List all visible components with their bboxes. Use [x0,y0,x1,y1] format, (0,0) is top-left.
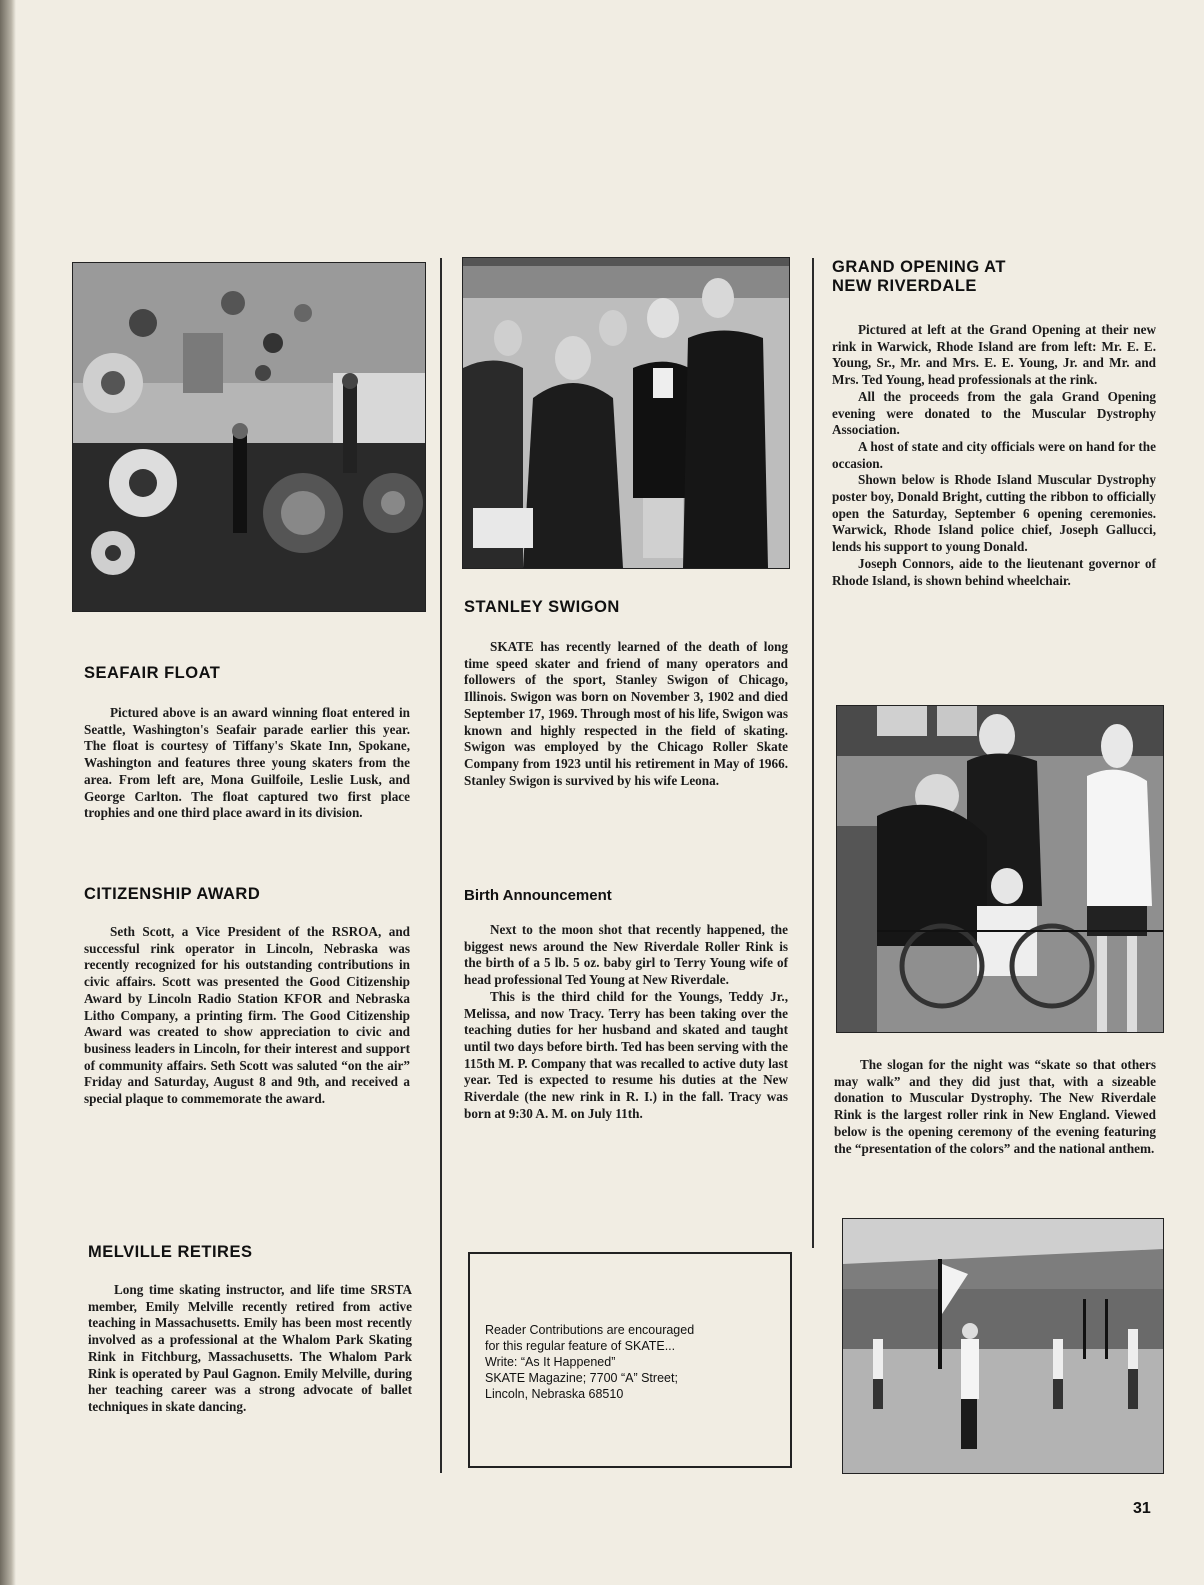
citizenship-article [84,885,410,1108]
ribbon-cutting-photo [836,705,1164,1033]
seafair-heading: SEAFAIR FLOAT [84,664,221,682]
citizenship-heading: CITIZENSHIP AWARD [84,885,261,903]
grand-opening-paragraph-4: Shown below is Rhode Island Muscular Dystrophy poster boy, Donald Bright, cutting the ribbon to officially open the Saturday, September 6 opening ceremonies. Warwick, Rhode Island police chief, Joseph Gallucci, lends his support to young Donald. [832,472,1156,555]
birth-paragraph-1: Next to the moon shot that recently happened, the biggest news around the New Riverdale Roller Rink is the birth of a 5 lb. 5 oz. baby girl to Terry Young wife of head professional Ted Young at New Riverdale. [464,922,788,988]
contrib-line-2: for this regular feature of SKATE... [485,1339,676,1353]
seafair-article [84,664,410,822]
page-spine-shadow [0,0,16,1585]
melville-article [88,1243,412,1416]
presentation-of-colors-photo [842,1218,1164,1474]
grand-opening-heading-line-1: GRAND OPENING AT [832,258,1006,276]
seafair-float-photo [72,262,426,612]
contrib-line-1: Reader Contributions are encouraged [485,1323,695,1337]
grand-opening-paragraph-1: Pictured at left at the Grand Opening at their new rink in Warwick, Rhode Island are from left: Mr. E. E. Young, Sr., Mr. and Mrs. E. E. Young, Jr. and Mr. and Mrs. Ted Young, head professionals at the rink. [832,322,1156,388]
grand-opening-heading-line-2: NEW RIVERDALE [832,277,977,295]
column-rule-left [440,258,442,1473]
seafair-paragraph: Pictured above is an award winning float entered in Seattle, Washington's Seafair parade earlier this year. The float is courtesy of Tiffany's Skate Inn, Spokane, Washington and features three young skaters from the area. From left are, Mona Guilfoile, Leslie Lusk, and George Carlton. The float captured two first place trophies and one third place award in its division. [84,705,410,821]
birth-heading: Birth Announcement [464,887,612,904]
melville-paragraph: Long time skating instructor, and life time SRSTA member, Emily Melville recently retired from active teaching in Massachusetts. Emily has been most recently involved as a professional at the Whalom Park Skating Rink in Fitchburg, Massachusetts. The Whalom Park Rink is operated by Paul Gagnon. Emily Melville, during her teaching career was a strong advocate of ballet techniques in skate dancing. [88,1282,412,1414]
swigon-heading: STANLEY SWIGON [464,598,620,616]
reader-contributions-box [468,1252,792,1468]
page-number: 31 [1133,1500,1151,1517]
grand-opening-paragraph-2: All the proceeds from the gala Grand Opening evening were donated to the Muscular Dystrophy Association. [832,388,1156,438]
birth-paragraph-2: This is the third child for the Youngs, Teddy Jr., Melissa, and now Tracy. Terry has been taking over the teaching duties for her husband and skated and taught until two days before birth. Ted has been serving with the 115th M. P. Company that was recalled to active duty last year. Ted is expected to resume his duties at the New Riverdale (the new rink in R. I.) in the fall. Tracy was born at 9:30 A. M. on July 11th. [464,988,788,1121]
slogan-article [834,1057,1156,1157]
grand-opening-paragraph-5: Joseph Connors, aide to the lieutenant governor of Rhode Island, is shown behind wheelchair. [832,555,1156,588]
contrib-line-3: Write: “As It Happened” [485,1355,616,1369]
grand-opening-paragraph-3: A host of state and city officials were on hand for the occasion. [832,438,1156,471]
grand-opening-article [832,258,1156,589]
slogan-paragraph: The slogan for the night was “skate so that others may walk” and they did just that, with a sizeable donation to Muscular Dystrophy. The New Riverdale Rink is the largest roller rink in New England. Viewed below is the opening ceremony of the evening featuring the “presentation of the colors” and the national anthem. [834,1057,1156,1156]
contrib-line-5: Lincoln, Nebraska 68510 [485,1387,624,1401]
birth-article [464,887,788,1122]
contrib-line-4: SKATE Magazine; 7700 “A” Street; [485,1371,678,1385]
column-rule-right [812,258,814,1248]
swigon-paragraph: SKATE has recently learned of the death of long time speed skater and friend of many operators and followers of the sport, Stanley Swigon of Chicago, Illinois. Swigon was born on November 3, 1902 and died September 17, 1969. Through most of his life, Swigon was known and highly respected in the field of skating. Swigon was employed by the Chicago Roller Skate Company from 1923 until his retirement in May of 1966. Stanley Swigon is survived by his wife Leona. [464,639,788,788]
citizenship-paragraph: Seth Scott, a Vice President of the RSROA, and successful rink operator in Lincoln, Nebraska was recently recognized for his outstanding contributions in civic affairs. Scott was presented the Good Citizenship Award by Lincoln Radio Station KFOR and Nebraska Litho Company, a printing firm. The Good Citizenship Award was created to show appreciation to civic and business leaders in Lincoln, for their interest and support of community affairs. Seth Scott was saluted “on the air” Friday and Saturday, August 8 and 9th, and received a special plaque to commemorate the award. [84,924,410,1107]
swigon-group-photo [462,257,790,569]
melville-heading: MELVILLE RETIRES [88,1243,253,1261]
swigon-article [464,598,788,789]
